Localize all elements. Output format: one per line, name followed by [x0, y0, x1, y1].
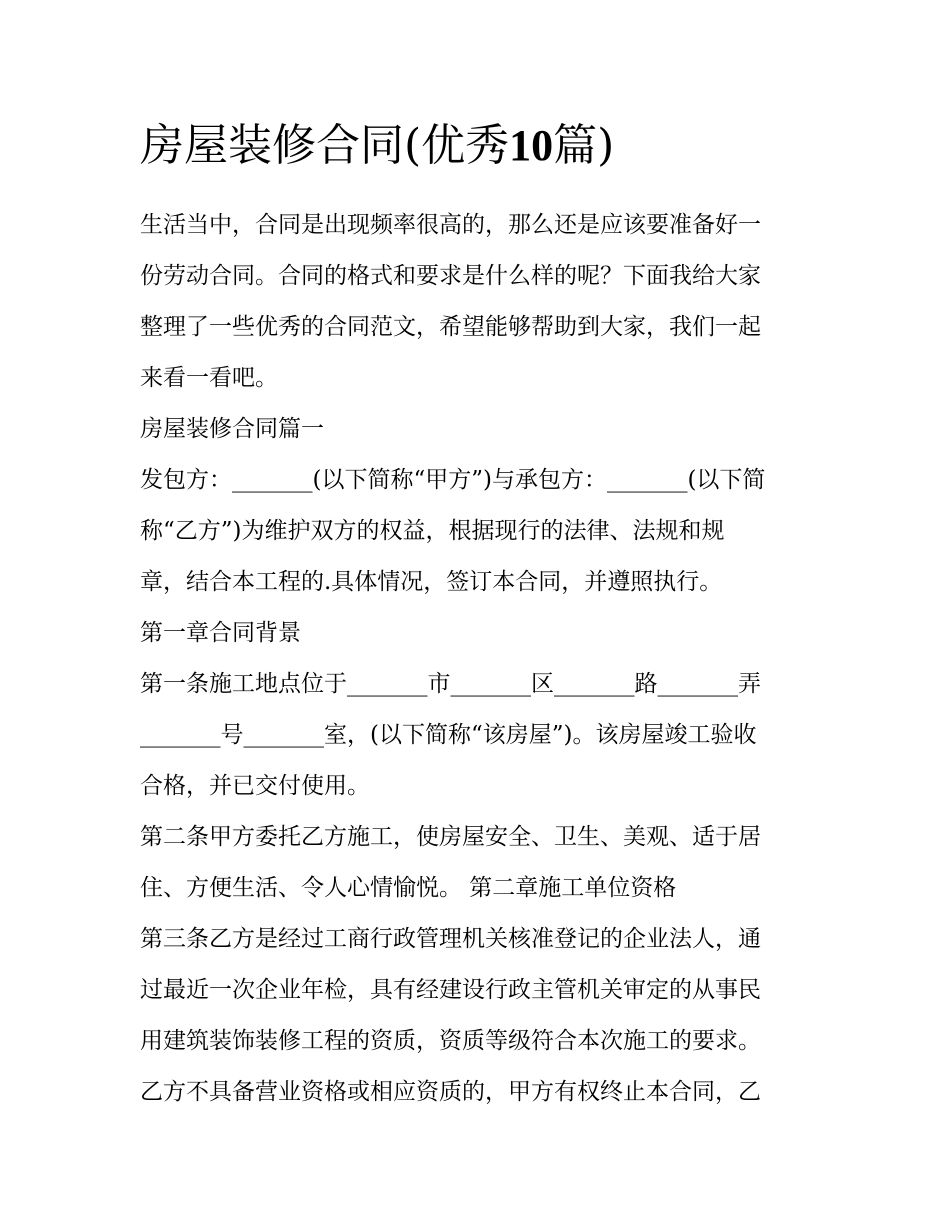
body-line: 乙方不具备营业资格或相应资质的，甲方有权终止本合同，乙: [140, 1079, 761, 1105]
body-line: _______号_______室，(以下简称“该房屋”)。该房屋竣工验收: [140, 722, 757, 748]
document-body: [140, 200, 820, 1118]
body-line: 用建筑装饰装修工程的资质，资质等级符合本次施工的要求。: [140, 1028, 761, 1054]
chapter-heading: 第一章合同背景: [140, 620, 301, 646]
section-heading: 房屋装修合同篇一: [140, 416, 324, 442]
body-line: 称“乙方”)为维护双方的权益，根据现行的法律、法规和规: [140, 518, 725, 544]
body-line: 过最近一次企业年检，具有经建设行政主管机关审定的从事民: [140, 977, 761, 1003]
body-line: 合格，并已交付使用。: [140, 773, 370, 799]
document-title: [140, 116, 614, 176]
body-line: 第三条乙方是经过工商行政管理机关核准登记的企业法人，通: [140, 926, 761, 952]
title-number: 10: [509, 121, 554, 170]
body-line: 来看一看吧。: [140, 365, 278, 391]
body-line: 第二条甲方委托乙方施工，使房屋安全、卫生、美观、适于居: [140, 824, 761, 850]
body-line: 生活当中，合同是出现频率很高的，那么还是应该要准备好一: [140, 212, 761, 238]
title-suffix: 篇): [553, 120, 615, 171]
body-line: 第一条施工地点位于_______市_______区_______路_______弄: [140, 671, 761, 697]
body-line: 住、方便生活、令人心情愉悦。 第二章施工单位资格: [140, 875, 677, 901]
body-line: 发包方：_______(以下简称“甲方”)与承包方：_______(以下简: [140, 467, 766, 493]
body-line: 份劳动合同。合同的格式和要求是什么样的呢？下面我给大家: [140, 263, 761, 289]
body-line: 章，结合本工程的.具体情况，签订本合同，并遵照执行。: [140, 569, 723, 595]
body-line: 整理了一些优秀的合同范文，希望能够帮助到大家，我们一起: [140, 314, 761, 340]
title-prefix: 房屋装修合同(优秀: [140, 120, 510, 171]
